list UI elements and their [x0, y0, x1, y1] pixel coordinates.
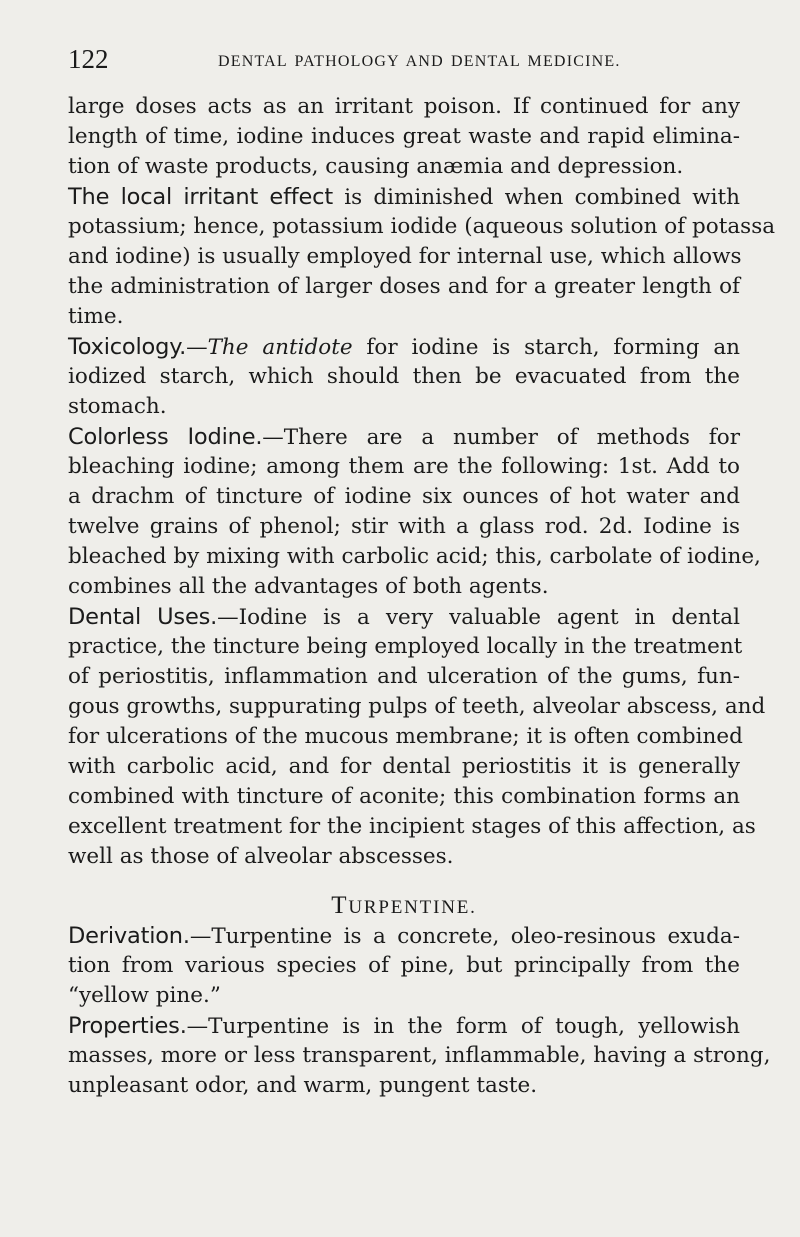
text-line: Properties.—Turpentine is in the form of tough, yellowish: [68, 1013, 740, 1039]
text-line: Toxicology.—The antidote for iodine is starch, forming an: [68, 334, 740, 360]
page-header: [68, 44, 740, 78]
paragraph-heading: Derivation.: [68, 923, 190, 949]
text-line: gous growths, suppurating pulps of teeth, alveolar abscess, and: [68, 694, 766, 719]
text-line: and iodine) is usually employed for internal use, which allows: [68, 244, 742, 269]
text-line: Colorless Iodine.—There are a number of methods for: [68, 424, 740, 450]
text-line: Dental Uses.—Iodine is a very valuable agent in dental: [68, 604, 740, 630]
italic-phrase: The antidote: [207, 335, 353, 360]
text-line: practice, the tincture being employed locally in the treatment: [68, 634, 743, 659]
text-line: unpleasant odor, and warm, pungent taste.: [68, 1073, 538, 1098]
text-line: The local irritant effect is diminished when combined with: [68, 184, 740, 210]
paragraph-heading: The local irritant effect: [68, 184, 333, 210]
text-line: with carbolic acid, and for dental periostitis it is generally: [68, 754, 740, 779]
paragraph-colorless-iodine: [68, 422, 761, 602]
paragraph-derivation: [68, 921, 740, 1011]
running-head: DENTAL PATHOLOGY AND DENTAL MEDICINE.: [218, 53, 621, 70]
text-line: “yellow pine.”: [68, 983, 221, 1008]
text-line: a drachm of tincture of iodine six ounces of hot water and: [68, 484, 740, 509]
text-line: length of time, iodine induces great waste and rapid elimina-: [68, 124, 740, 149]
text-line: iodized starch, which should then be evacuated from the: [68, 364, 740, 389]
text-line: Derivation.—Turpentine is a concrete, oleo-resinous exuda-: [68, 923, 740, 949]
page-number: 122: [68, 44, 109, 74]
paragraph-heading: Toxicology.: [68, 334, 187, 360]
text-line: combined with tincture of aconite; this combination forms an: [68, 784, 740, 809]
body-text: [68, 92, 776, 1101]
paragraph-local-effect: [68, 182, 776, 332]
paragraph-heading: Colorless Iodine.: [68, 424, 263, 450]
text-line: tion from various species of pine, but principally from the: [68, 953, 740, 978]
paragraph-toxicology: [68, 332, 740, 422]
text-line: masses, more or less transparent, inflammable, having a strong,: [68, 1043, 771, 1068]
text-line: the administration of larger doses and for a greater length of: [68, 274, 740, 299]
text-line: tion of waste products, causing anæmia and depression.: [68, 154, 684, 179]
text-line: stomach.: [68, 394, 167, 419]
text-line: time.: [68, 304, 124, 329]
text-line: potassium; hence, potassium iodide (aqueous solution of potassa: [68, 214, 776, 239]
section-title: TURPENTINE.: [331, 892, 477, 919]
text-line: well as those of alveolar abscesses.: [68, 844, 454, 869]
paragraph-dental-uses: [68, 602, 766, 872]
text-line: combines all the advantages of both agents.: [68, 574, 549, 599]
text-line: of periostitis, inflammation and ulceration of the gums, fun-: [68, 664, 740, 689]
paragraph-intro: [68, 92, 740, 182]
text-line: twelve grains of phenol; stir with a glass rod. 2d. Iodine is: [68, 514, 740, 539]
paragraph-heading: Properties.: [68, 1013, 187, 1039]
paragraph-heading: Dental Uses.: [68, 604, 218, 630]
paragraph-properties: [68, 1011, 771, 1101]
text-line: bleaching iodine; among them are the following: 1st. Add to: [68, 454, 740, 479]
text-line: for ulcerations of the mucous membrane; it is often combined: [68, 724, 743, 749]
text-line: bleached by mixing with carbolic acid; this, carbolate of iodine,: [68, 544, 761, 569]
text-line: large doses acts as an irritant poison. If continued for any: [68, 94, 740, 119]
text-line: excellent treatment for the incipient stages of this affection, as: [68, 814, 756, 839]
